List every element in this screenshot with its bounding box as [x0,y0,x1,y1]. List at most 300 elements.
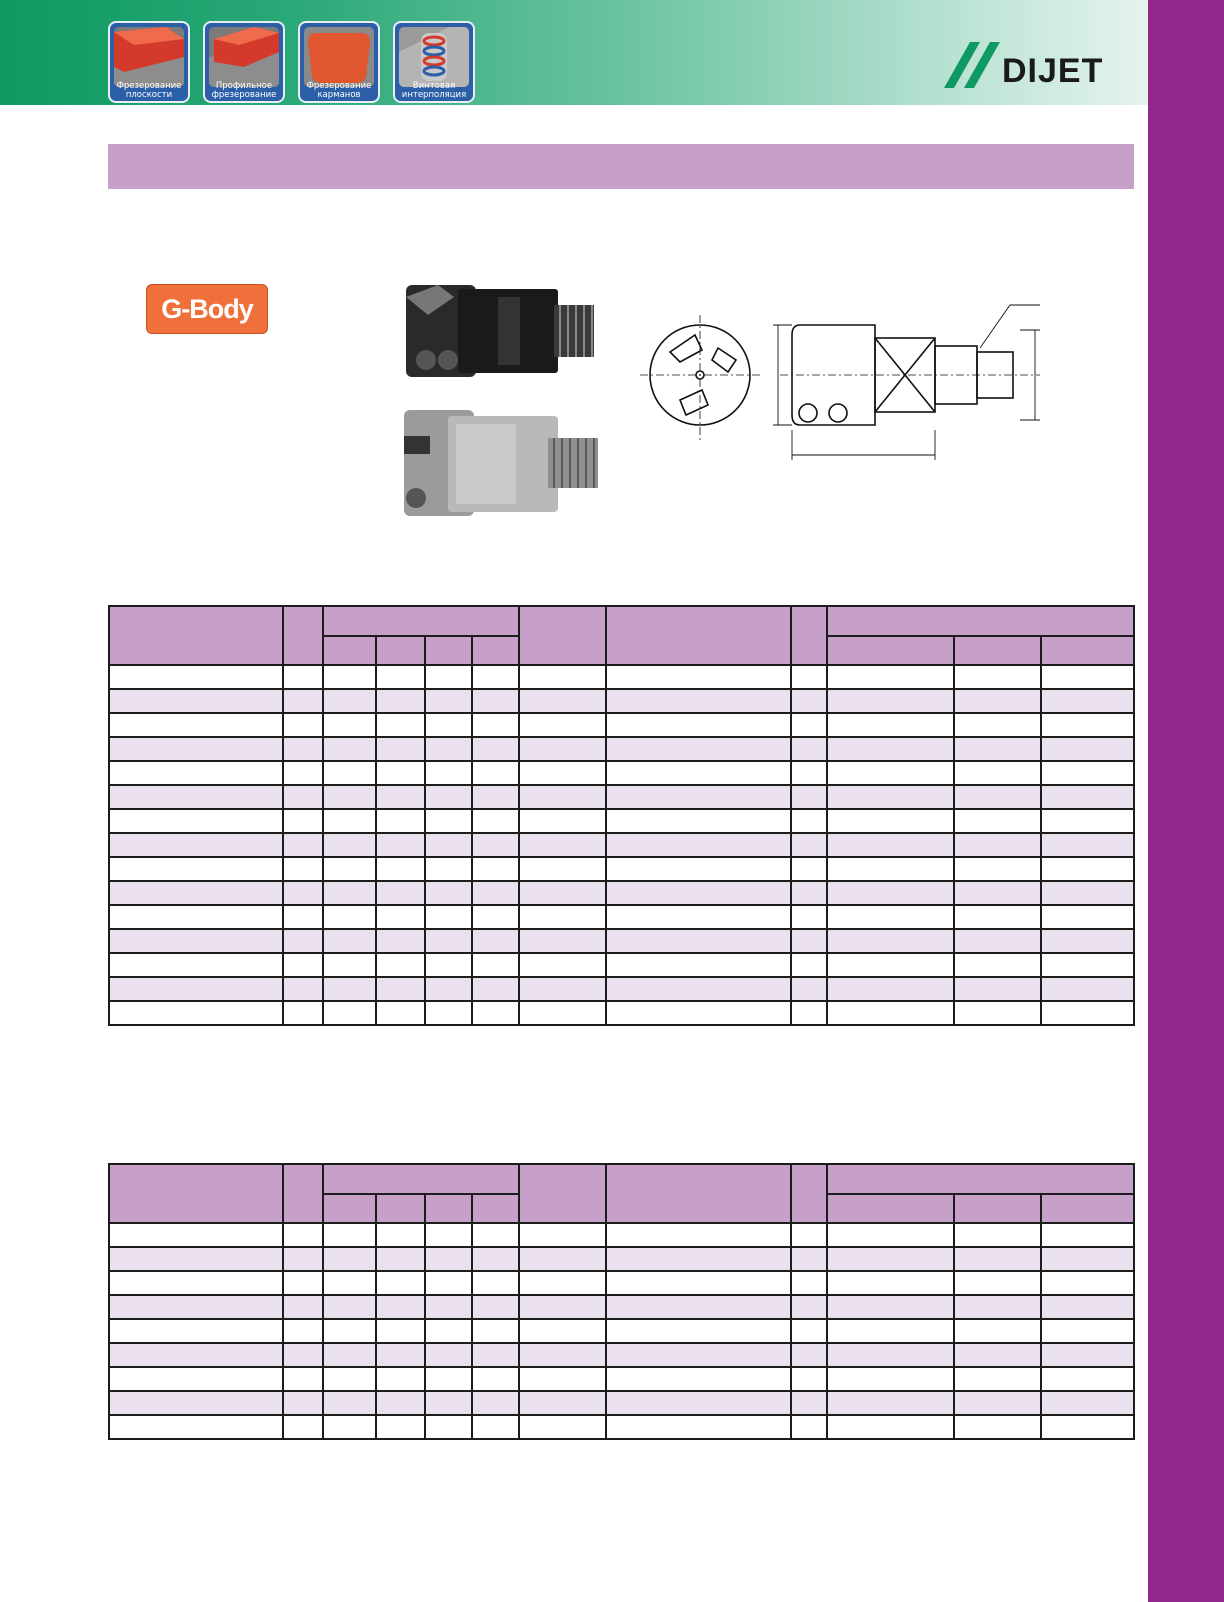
table-cell [791,809,827,833]
table-cell [827,1367,953,1391]
table-cell [109,737,283,761]
table-cell [376,929,424,953]
table-cell [323,761,376,785]
table-cell [283,1343,323,1367]
header-cell [606,606,791,665]
table-cell [827,689,953,713]
header-cell [472,636,519,665]
table-cell [954,881,1041,905]
table-cell [827,1271,953,1295]
table-cell [283,929,323,953]
table-cell [1041,1247,1134,1271]
table-cell [827,953,953,977]
table-cell [109,833,283,857]
table-cell [323,1343,376,1367]
table-row [109,689,1134,713]
table-row [109,977,1134,1001]
table-cell [827,1415,953,1439]
table-cell [606,929,791,953]
table-cell [376,1295,424,1319]
table-cell [519,809,606,833]
table-cell [283,785,323,809]
table-cell [827,833,953,857]
table-cell [376,689,424,713]
table-cell [283,1001,323,1025]
table-cell [376,881,424,905]
table-cell [472,665,519,689]
table-cell [791,929,827,953]
table-cell [791,953,827,977]
table-cell [519,1319,606,1343]
table-cell [954,905,1041,929]
table-row [109,1001,1134,1025]
table-cell [1041,785,1134,809]
table-row [109,665,1134,689]
spec-table-2 [108,1163,1135,1440]
table-cell [376,953,424,977]
table-cell [791,1319,827,1343]
table-cell [425,1271,472,1295]
table-cell [425,1001,472,1025]
table-cell [791,833,827,857]
table-cell [425,1343,472,1367]
header-cell [109,1164,283,1223]
table-cell [519,713,606,737]
table-cell [323,1001,376,1025]
table-cell [109,1271,283,1295]
table-cell [283,1415,323,1439]
table-cell [954,761,1041,785]
table-cell [376,1319,424,1343]
table-cell [109,1001,283,1025]
table-cell [606,1391,791,1415]
table-cell [376,785,424,809]
table-cell [954,953,1041,977]
table-cell [519,1247,606,1271]
table-cell [791,1343,827,1367]
table-cell [519,761,606,785]
icon-caption: Фрезерование [306,81,372,91]
table-cell [791,761,827,785]
table-row [109,905,1134,929]
table-cell [472,1367,519,1391]
side-band [1148,0,1224,1602]
table-cell [606,761,791,785]
table-cell [954,1247,1041,1271]
table-cell [109,1295,283,1319]
table-cell [472,1415,519,1439]
table-cell [954,809,1041,833]
table-cell [472,785,519,809]
table-cell [323,1415,376,1439]
table-cell [109,1247,283,1271]
table-cell [472,761,519,785]
table-cell [1041,905,1134,929]
table-cell [1041,857,1134,881]
table-cell [827,1223,953,1247]
table-cell [323,1391,376,1415]
table-cell [425,977,472,1001]
header-cell [283,1164,323,1223]
header-cell [1041,636,1134,665]
header-cell [109,606,283,665]
table-cell [954,1001,1041,1025]
table-cell [376,737,424,761]
table-cell [954,1319,1041,1343]
table-cell [109,977,283,1001]
table-cell [791,1367,827,1391]
table-cell [425,905,472,929]
table-cell [109,1319,283,1343]
table-cell [1041,761,1134,785]
icon-caption [300,82,378,100]
table-cell [323,929,376,953]
table-cell [472,977,519,1001]
table-cell [472,737,519,761]
table-cell [323,785,376,809]
table-cell [606,689,791,713]
table-cell [1041,689,1134,713]
table-cell [425,1391,472,1415]
table-cell [376,977,424,1001]
table-cell [323,1223,376,1247]
table-cell [323,905,376,929]
header-cell [519,606,606,665]
table-cell [376,1391,424,1415]
table-cell [791,689,827,713]
table-cell [827,665,953,689]
table-cell [1041,1271,1134,1295]
table-cell [109,665,283,689]
table-cell [283,833,323,857]
header-cell [283,606,323,665]
header-cell [954,636,1041,665]
table-cell [283,713,323,737]
table-cell [472,1247,519,1271]
table-cell [283,1319,323,1343]
table-cell [109,761,283,785]
table-cell [827,761,953,785]
table-cell [954,857,1041,881]
table-cell [283,1223,323,1247]
icon-caption [395,82,473,100]
table-cell [472,1295,519,1319]
table-cell [519,665,606,689]
table-cell [606,1223,791,1247]
table-cell [323,689,376,713]
table-row [109,737,1134,761]
table-cell [1041,929,1134,953]
table-cell [954,1295,1041,1319]
table-cell [827,785,953,809]
table-row [109,809,1134,833]
table-cell [109,1223,283,1247]
table-cell [323,737,376,761]
table-cell [791,881,827,905]
table-cell [376,1247,424,1271]
table-cell [323,977,376,1001]
table-cell [954,1223,1041,1247]
table-cell [283,1247,323,1271]
table-cell [519,881,606,905]
table-cell [606,1271,791,1295]
icon-caption: Фрезерование [116,81,182,91]
table-row [109,929,1134,953]
table-cell [1041,713,1134,737]
table-row [109,761,1134,785]
table-cell [1041,1223,1134,1247]
icon-caption: фрезерование [211,90,277,100]
header-cell [323,636,376,665]
table-cell [1041,833,1134,857]
header-cell [827,1164,1134,1194]
cutter-photo-silver [398,402,608,524]
table-cell [376,1271,424,1295]
table-cell [827,1247,953,1271]
table-cell [954,665,1041,689]
table-cell [472,1001,519,1025]
table-cell [791,1415,827,1439]
table-cell [954,1415,1041,1439]
table-cell [791,713,827,737]
table-cell [472,833,519,857]
table-cell [954,689,1041,713]
header-cell [425,636,472,665]
icon-caption [110,82,188,100]
table-cell [109,905,283,929]
header-cell [827,636,953,665]
table-cell [1041,1295,1134,1319]
table-cell [827,1295,953,1319]
table-cell [606,881,791,905]
table-cell [283,1295,323,1319]
table-cell [1041,881,1134,905]
header-cell [472,1194,519,1223]
icon-caption: Профильное [215,81,273,91]
table-cell [827,809,953,833]
table-cell [1041,977,1134,1001]
table-cell [109,1415,283,1439]
table-cell [1041,1319,1134,1343]
table-cell [109,689,283,713]
table-cell [425,689,472,713]
table-cell [425,1247,472,1271]
table-cell [827,905,953,929]
table-cell [323,1367,376,1391]
table-cell [283,665,323,689]
table-cell [109,809,283,833]
table-cell [376,1001,424,1025]
table-cell [323,809,376,833]
table-cell [425,833,472,857]
table-cell [606,905,791,929]
table-cell [519,857,606,881]
table-cell [425,761,472,785]
table-cell [425,1367,472,1391]
table-cell [109,953,283,977]
table-cell [376,809,424,833]
table-cell [954,1367,1041,1391]
table-cell [109,857,283,881]
table-cell [954,737,1041,761]
table-cell [323,833,376,857]
table-cell [519,1223,606,1247]
table-cell [472,905,519,929]
table-cell [109,1391,283,1415]
table-cell [425,857,472,881]
table-cell [472,929,519,953]
table-row [109,1295,1134,1319]
table-cell [283,1271,323,1295]
table-row [109,785,1134,809]
table-row [109,1247,1134,1271]
table-cell [827,881,953,905]
table-cell [519,905,606,929]
table-cell [283,905,323,929]
icon-caption: карманов [317,90,361,100]
table-cell [425,1319,472,1343]
table-cell [283,953,323,977]
table-cell [827,1343,953,1367]
helical-interpolation-icon [393,21,475,103]
technical-drawing [640,300,1060,480]
table-cell [283,857,323,881]
table-cell [109,713,283,737]
table-cell [519,1343,606,1367]
table-cell [954,1343,1041,1367]
table-cell [1041,737,1134,761]
header-cell [425,1194,472,1223]
table-cell [283,761,323,785]
table-cell [283,977,323,1001]
table-cell [376,833,424,857]
header-cell [791,1164,827,1223]
table-cell [472,689,519,713]
table-cell [791,1271,827,1295]
table-cell [425,809,472,833]
table-cell [954,713,1041,737]
table-cell [791,1001,827,1025]
table-cell [323,1271,376,1295]
table-cell [425,1295,472,1319]
table-cell [109,785,283,809]
table-cell [519,785,606,809]
table-cell [323,1319,376,1343]
table-row [109,713,1134,737]
table-cell [1041,1001,1134,1025]
table-cell [1041,1367,1134,1391]
table-cell [472,1319,519,1343]
table-cell [1041,1343,1134,1367]
header-cell [606,1164,791,1223]
table-cell [472,1271,519,1295]
table-cell [1041,809,1134,833]
table-cell [827,1001,953,1025]
table-cell [376,761,424,785]
icon-caption: интерполяция [401,90,467,100]
table-row [109,1343,1134,1367]
icon-caption: Винтовая [412,81,456,91]
table-cell [606,857,791,881]
table-cell [606,1001,791,1025]
table-cell [425,737,472,761]
table-cell [791,737,827,761]
table-cell [472,1223,519,1247]
table-row [109,1415,1134,1439]
table-cell [519,977,606,1001]
table-cell [376,1367,424,1391]
table-cell [519,929,606,953]
table-cell [472,953,519,977]
header-cell [827,606,1134,636]
header-cell [954,1194,1041,1223]
table-cell [109,929,283,953]
table-cell [323,1247,376,1271]
table-row [109,1271,1134,1295]
table-cell [791,785,827,809]
table-cell [827,713,953,737]
table-cell [791,1247,827,1271]
table-cell [606,1367,791,1391]
table-cell [606,809,791,833]
table-cell [519,1271,606,1295]
table-cell [954,1271,1041,1295]
table-cell [109,1367,283,1391]
table-cell [791,905,827,929]
table-cell [606,1295,791,1319]
table-cell [283,881,323,905]
table-cell [606,785,791,809]
table-cell [376,713,424,737]
table-cell [519,833,606,857]
table-cell [425,1223,472,1247]
table-cell [606,665,791,689]
spec-table-1 [108,605,1135,1026]
table-cell [1041,665,1134,689]
table-cell [606,713,791,737]
title-bar [108,144,1134,189]
table-cell [1041,1415,1134,1439]
table-cell [283,809,323,833]
table-cell [425,881,472,905]
header-cell [827,1194,953,1223]
header-cell [323,606,518,636]
table-cell [954,977,1041,1001]
table-cell [472,1391,519,1415]
table-cell [472,713,519,737]
table-cell [376,1343,424,1367]
table-cell [425,785,472,809]
table-row [109,953,1134,977]
table-cell [376,665,424,689]
table-cell [606,977,791,1001]
table-cell [109,1343,283,1367]
table-cell [606,833,791,857]
table-cell [323,881,376,905]
header-cell [1041,1194,1134,1223]
table-cell [519,1391,606,1415]
table-cell [323,1295,376,1319]
table-cell [472,881,519,905]
table-cell [954,833,1041,857]
table-cell [425,929,472,953]
table-cell [791,1391,827,1415]
table-row [109,1391,1134,1415]
table-cell [519,953,606,977]
icon-caption: плоскости [125,90,173,100]
icon-caption [205,82,283,100]
pocket-milling-icon [298,21,380,103]
